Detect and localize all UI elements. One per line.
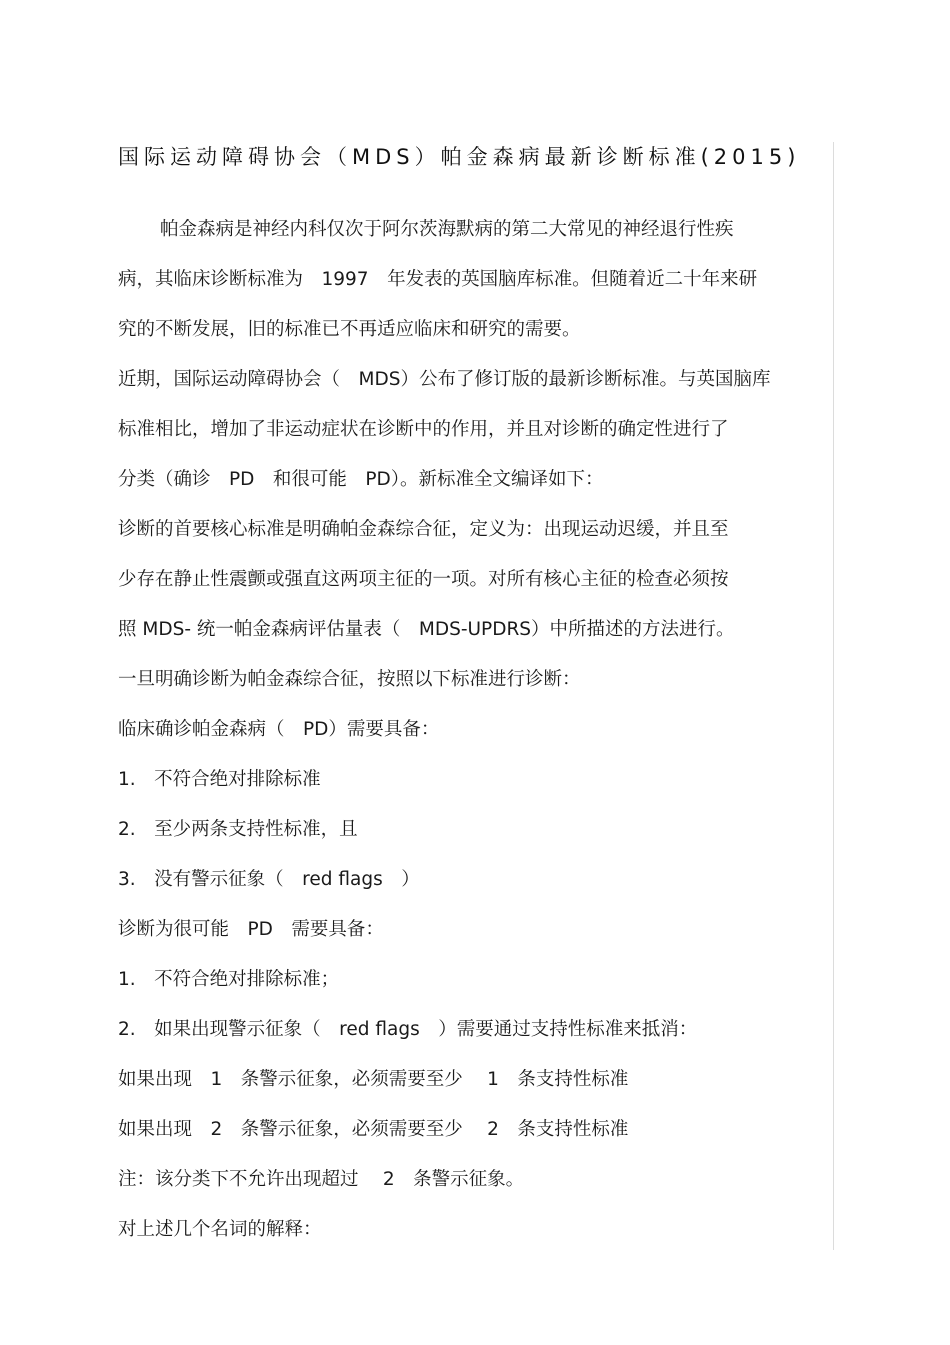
list-item: 2. 至少两条支持性标准，且 bbox=[118, 819, 358, 840]
paragraph-line: 如果出现 2 条警示征象，必须需要至少 2 条支持性标准 bbox=[118, 1119, 629, 1140]
paragraph-line: 诊断的首要核心标准是明确帕金森综合征，定义为：出现运动迟缓，并且至 bbox=[118, 519, 729, 540]
list-item: 3. 没有警示征象（ red flags ） bbox=[118, 869, 420, 890]
section-heading: 临床确诊帕金森病（ PD）需要具备： bbox=[118, 719, 440, 740]
paragraph-line: 如果出现 1 条警示征象，必须需要至少 1 条支持性标准 bbox=[118, 1069, 629, 1090]
paragraph-line: 近期，国际运动障碍协会（ MDS）公布了修订版的最新诊断标准。与英国脑库 bbox=[118, 369, 771, 390]
list-item: 1. 不符合绝对排除标准 bbox=[118, 769, 321, 790]
document-title: 国际运动障碍协会（MDS）帕金森病最新诊断标准(2015) bbox=[118, 145, 801, 169]
paragraph-line: 少存在静止性震颤或强直这两项主征的一项。对所有核心主征的检查必须按 bbox=[118, 569, 729, 590]
paragraph-line: 标准相比，增加了非运动症状在诊断中的作用，并且对诊断的确定性进行了 bbox=[118, 419, 729, 440]
list-item: 1. 不符合绝对排除标准； bbox=[118, 969, 340, 990]
paragraph-line: 一旦明确诊断为帕金森综合征，按照以下标准进行诊断： bbox=[118, 669, 581, 690]
page-edge-rule bbox=[833, 142, 834, 1250]
paragraph-line: 究的不断发展，旧的标准已不再适应临床和研究的需要。 bbox=[118, 319, 581, 340]
list-item: 2. 如果出现警示征象（ red flags ）需要通过支持性标准来抵消： bbox=[118, 1019, 698, 1040]
section-heading: 诊断为很可能 PD 需要具备： bbox=[118, 919, 384, 940]
paragraph-line: 帕金森病是神经内科仅次于阿尔茨海默病的第二大常见的神经退行性疾 bbox=[160, 219, 734, 240]
note-line: 注：该分类下不允许出现超过 2 条警示征象。 bbox=[118, 1169, 525, 1190]
paragraph-line: 照 MDS- 统一帕金森病评估量表（ MDS-UPDRS）中所描述的方法进行。 bbox=[118, 619, 735, 640]
paragraph-line: 分类（确诊 PD 和很可能 PD）。新标准全文编译如下： bbox=[118, 469, 604, 490]
paragraph-line: 病，其临床诊断标准为 1997 年发表的英国脑库标准。但随着近二十年来研 bbox=[118, 269, 758, 290]
paragraph-line: 对上述几个名词的解释： bbox=[118, 1219, 322, 1240]
